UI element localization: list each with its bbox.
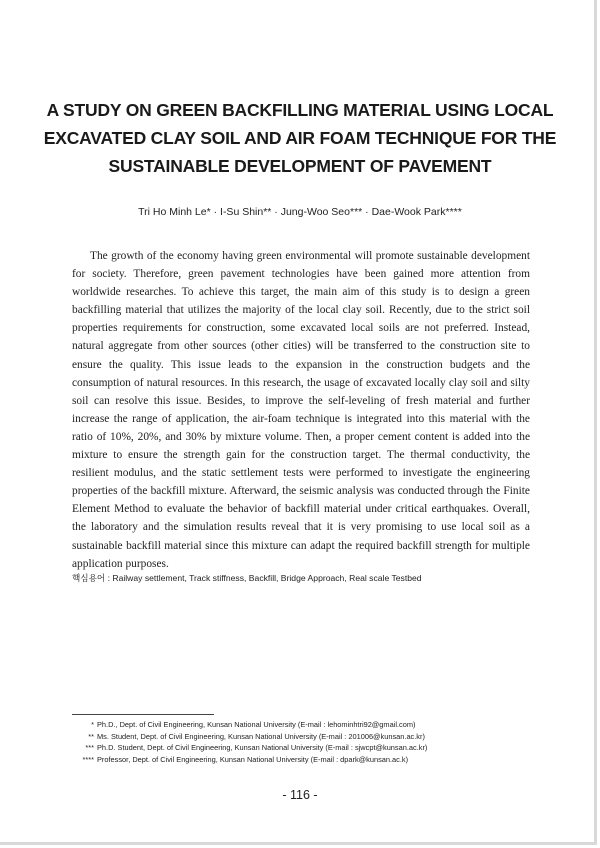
title-line-3: SUSTAINABLE DEVELOPMENT OF PAVEMENT — [108, 156, 492, 176]
paper-title — [40, 96, 560, 180]
footnote-item — [72, 754, 542, 766]
page-number: - 116 - — [282, 788, 318, 802]
footnote-mark: ** — [88, 731, 94, 741]
footnote-mark: **** — [82, 754, 94, 764]
footnote-item — [72, 731, 542, 743]
title-line-2: EXCAVATED CLAY SOIL AND AIR FOAM TECHNIQUE FOR THE — [43, 128, 557, 148]
title-line-1: A STUDY ON GREEN BACKFILLING MATERIAL USING LOCAL — [46, 100, 554, 120]
author-list: Tri Ho Minh Le* · I-Su Shin** · Jung-Woo Seo*** · Dae-Wook Park**** — [138, 206, 462, 218]
footnote-mark: *** — [85, 743, 94, 752]
footnote-item — [72, 719, 542, 731]
footnote-text: Ms. Student, Dept. of Civil Engineering, Kunsan National University (E-mail : 201006@kunsan.ac.kr) — [97, 731, 425, 741]
footnote-mark: * — [91, 720, 94, 729]
footnote-text: Professor, Dept. of Civil Engineering, Kunsan National University (E-mail : dpark@kunsan.ac.k) — [97, 754, 409, 764]
footnote-text: Ph.D. Student, Dept. of Civil Engineering, Kunsan National University (E-mail : sjwcpt@kunsan.ac.kr) — [97, 743, 428, 752]
footnote-divider — [72, 714, 214, 715]
keywords-line: 핵심용어 : Railway settlement, Track stiffness, Backfill, Bridge Approach, Real scale Testbed — [72, 573, 422, 583]
footnote-item — [72, 742, 542, 754]
abstract-text: The growth of the economy having green environmental will promote sustainable development for society. Therefore, green pavement technologies have been gained more attention from worldwide researches. To achieve this target, the main aim of this study is to design a green backfilling material that utilizes the majority of the local clay soil. Recently, due to the strict soil properties requirements for construction, some excavated local soils are not preferred. Instead, natural aggregate from other sources (other cities) will be transferred to the construction site to ensure the quality. This issue leads to the expansion in the construction budgets and the consumption of natural resources. In this research, the usage of excavated locally clay soil and silty soil can resolve this issue. Besides, to improve the self-leveling of fresh material and further increase the range of application, the air-foam technique is integrated into this material with the ratio of 10%, 20%, and 30% by mixture volume. Then, a proper cement content is added into the mixture to ensure the strength gain for the construction target. The thermal conductivity, the resilient modulus, and the static settlement tests were performed to investigate the engineering properties of the backfill mixture. Afterward, the seismic analysis was conducted through the Finite Element Method to evaluate the behavior of backfill material under critical earthquakes. Overall, the laboratory and the simulation results reveal that it is very promising to use local soil as a sustainable backfill material since this mixture can adapt the required backfill strength for multiple application purposes. — [72, 250, 530, 570]
footnotes — [72, 719, 542, 765]
footnote-text: Ph.D., Dept. of Civil Engineering, Kunsan National University (E-mail : lehominhtri92@gmail.com) — [97, 720, 416, 729]
